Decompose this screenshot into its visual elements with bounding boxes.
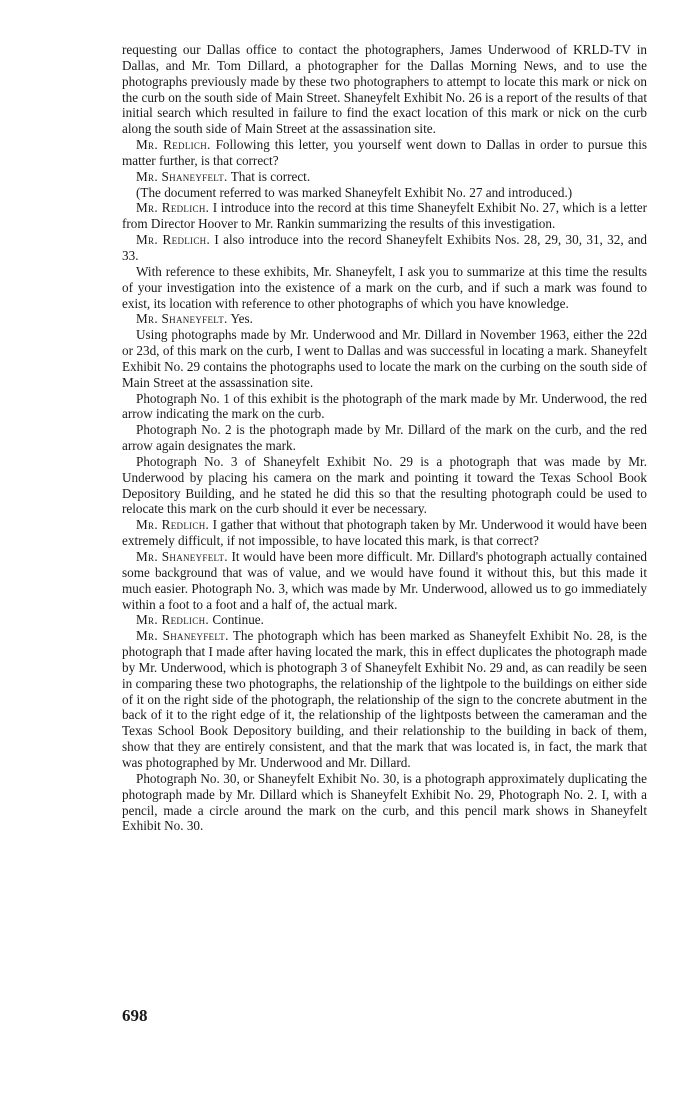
paragraph: Using photographs made by Mr. Underwood and Mr. Dillard in November 1963, either the 22d or 23d, of this mark on the curb, I went to Dallas and was successful in locating a mark. Shaneyfelt Exhibit No. 29 contains the photographs used to locate the mark on the curbing on the south side of Main Street at the assassination site. [122, 327, 647, 390]
speaker-label: Mr. Shaneyfelt. [136, 549, 228, 564]
speaker-label: Mr. Redlich. [136, 612, 210, 628]
paragraph: Mr. Redlich. Following this letter, you yourself went down to Dallas in order to pursue this matter further, is that correct? [122, 137, 648, 168]
paragraph: Photograph No. 3 of Shaneyfelt Exhibit No. 29 is a photograph that was made by Mr. Underwood by placing his camera on the mark and pointing it toward the Texas School Book Depository Building, and he stated he did this so that the resulting photograph could be used to relocate this mark on the curb should it ever be necessary. [122, 453, 647, 517]
paragraph: Mr. Shaneyfelt. The photograph which has been marked as Shaneyfelt Exhibit No. 28, is the photograph that I made after having located the mark, this in effect duplicates the photograph made by Mr. Underwood, which is photograph 3 of Shaneyfelt Exhibit No. 29 and, as can readily be seen in comparing these two photographs, the relationship of the lightpole to the buildings on either side of it on the right side of the photograph, the relationship of the sign to the concrete abutment in the back of it to the right edge of it, the relationship of the lightposts between the cameraman and the Texas School Book Depository building, and their relationship to the building in back of them, show that they are entirely consistent, and that the mark that was located is, in fact, the mark that was photographed by Mr. Underwood and Mr. Dillard. [122, 628, 647, 770]
speaker-label: Mr. Shaneyfelt. [136, 628, 229, 644]
paragraph: Photograph No. 2 is the photograph made by Mr. Dillard of the mark on the curb, and the red arrow again designates the mark. [122, 422, 647, 454]
speaker-label: Mr. Shaneyfelt. [136, 311, 228, 327]
speaker-label: Mr. Shaneyfelt. [136, 168, 228, 184]
paragraph: Mr. Redlich. I also introduce into the record Shaneyfelt Exhibits Nos. 28, 29, 30, 31, 32, and 33. [122, 232, 648, 263]
paragraph: Photograph No. 30, or Shaneyfelt Exhibit No. 30, is a photograph approximately duplicating the photograph made by Mr. Dillard which is Shaneyfelt Exhibit No. 29, Photograph No. 2. I, with a pencil, made a circle around the mark on the curb, and this pencil mark shows in Shaneyfelt Exhibit No. 30. [122, 770, 647, 834]
speaker-label: Mr. Redlich. [136, 200, 210, 216]
paragraph: Mr. Shaneyfelt. It would have been more difficult. Mr. Dillard's photograph actually contained some background that was of value, and we would have found it without this, but this made it much easier. Photograph No. 3, which was made by Mr. Underwood, allowed us to go immediately within a foot to a foot and a half of, the actual mark. [122, 549, 648, 612]
paragraph: Mr. Shaneyfelt. Yes. [136, 311, 253, 327]
paragraph: requesting our Dallas office to contact the photographers, James Underwood of KRLD-TV in Dallas, and Mr. Tom Dillard, a photographer for the Dallas Morning News, and to use the photographs previously made by these two photographers to attempt to locate this mark or nick on the curb on the south side of Main Street. Shaneyfelt Exhibit No. 26 is a report of the results of that initial search which resulted in failure to find the exact location of this mark or nick on the curb along the south side of Main Street at the assassination site. [122, 42, 647, 137]
paragraph: Mr. Redlich. I gather that without that photograph taken by Mr. Underwood it would have been extremely difficult, if not impossible, to have located this mark, is that correct? [122, 517, 648, 549]
paragraph: (The document referred to was marked Shaneyfelt Exhibit No. 27 and introduced.) [136, 184, 573, 200]
speaker-label: Mr. Redlich. [136, 137, 211, 153]
paragraph: Mr. Redlich. I introduce into the record at this time Shaneyfelt Exhibit No. 27, which is a letter from Director Hoover to Mr. Rankin summarizing the results of this investigation. [122, 200, 647, 232]
paragraph: Mr. Redlich. Continue. [136, 612, 264, 628]
paragraph: Mr. Shaneyfelt. That is correct. [136, 168, 311, 184]
speaker-label: Mr. Redlich. [136, 232, 211, 248]
speaker-label: Mr. Redlich. [136, 517, 210, 533]
page-number: 698 [122, 1006, 148, 1025]
paragraph: With reference to these exhibits, Mr. Shaneyfelt, I ask you to summarize at this time the results of your investigation into the existence of a mark on the curb, and if such a mark was found to exist, its location with reference to other photographs of which you have knowledge. [122, 263, 647, 311]
transcript-body [122, 42, 647, 834]
paragraph: Photograph No. 1 of this exhibit is the photograph of the mark made by Mr. Underwood, the red arrow indicating the mark on the curb. [122, 390, 647, 422]
